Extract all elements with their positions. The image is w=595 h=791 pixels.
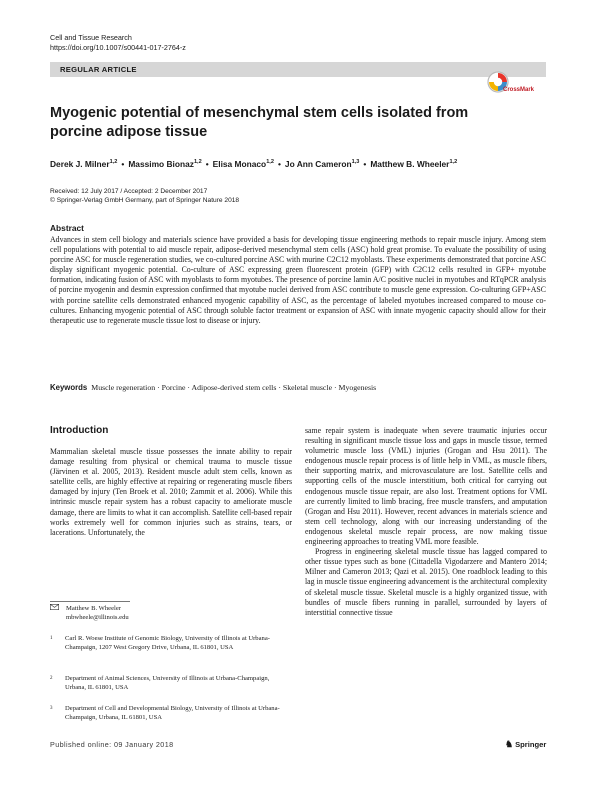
- author-separator: •: [121, 158, 125, 169]
- keywords-label: Keywords: [50, 383, 88, 392]
- correspondence: [50, 604, 292, 622]
- author-affiliation-mark: 1,2: [449, 159, 458, 165]
- keywords-list: Muscle regeneration · Porcine · Adipose-derived stem cells · Skeletal muscle · Myogenesis: [91, 383, 377, 392]
- envelope-icon: [50, 604, 66, 613]
- crossmark-label: CrossMark: [503, 87, 535, 93]
- publication-date: Published online: 09 January 2018: [50, 740, 174, 749]
- crossmark-badge[interactable]: [487, 71, 547, 103]
- footnote-divider: [50, 601, 130, 602]
- author-list: [50, 156, 550, 170]
- received-accepted-dates: Received: 12 July 2017 / Accepted: 2 December 2017: [50, 188, 208, 195]
- affiliation-number: 2: [50, 676, 53, 681]
- author-affiliation-mark: 1,2: [266, 159, 274, 165]
- article-type-banner: REGULAR ARTICLE: [50, 62, 546, 77]
- affiliation-number: 1: [50, 636, 53, 641]
- affiliation-number: 3: [50, 706, 53, 711]
- introduction-column-left: Mammalian skeletal muscle tissue possesses the innate ability to repair damage resulting from physical or chemical trauma to muscle tissue (Järvinen et al. 2005, 2013). Resident muscle adult stem cells, known as satellite cells, are highly effective at repairing or regenerating muscle fibers damaged by injury (Ten Broek et al. 2010; Zammit et al. 2006). While this intrinsic muscle repair system has a robust capacity to ameliorate muscle damage, there are limits to what it can accomplish. Satellite cell-based repair works extremely well for common injuries such as strains, tears, or lacerations. Unfortunately, the: [50, 447, 292, 537]
- author-name[interactable]: Matthew B. Wheeler: [370, 158, 450, 169]
- affiliation: [50, 704, 292, 722]
- author-affiliation-mark: 1,3: [351, 159, 360, 165]
- corresponding-author-name: Matthew B. Wheeler: [66, 605, 121, 612]
- journal-name: Cell and Tissue Research: [50, 33, 132, 42]
- abstract-text: Advances in stem cell biology and materials science have provided a basis for developing tissue engineering methods to repair muscle injury. Among stem cell populations with potential to aid muscle repair, adipose-derived mesenchymal stem cells (ASC) hold great promise. To evaluate the possibility of using porcine ASC for muscle regeneration studies, we co-cultured porcine ASC with murine C2C12 myoblasts. These experiments demonstrated that porcine ASC display significant myogenic potential. Co-culture of ASC expressing green fluorescent protein (GFP) with C2C12 cells resulted in GFP+ myotube formation, indicating fusion of ASC with myoblasts to form myotubes. The presence of porcine lamin A/C positive nuclei in myotubes and RTqPCR analysis of porcine myogenin and desmin expression confirmed that myotube nuclei derived from ASC contribute to muscle gene expression. Co-culturing GFP+ASC with porcine satellite cells demonstrated enhanced myogenic capability of ASC, as the percentage of labeled myotubes increased compared to mouse co-cultures. Enhancing myogenic potential of ASC through soluble factor treatment or expansion of ASC with innate myogenic capacity should allow for their therapeutic use to regenerate muscle tissue lost to disease or injury.: [50, 235, 546, 325]
- publisher-name: Springer: [515, 740, 547, 749]
- author-name[interactable]: Elisa Monaco: [212, 158, 267, 169]
- affiliation: [50, 674, 292, 692]
- affiliation: [50, 634, 292, 652]
- springer-horse-icon: ♞: [505, 739, 514, 749]
- author-name[interactable]: Derek J. Milner: [50, 158, 110, 169]
- paragraph: Progress in engineering skeletal muscle tissue has lagged compared to other tissue types such as bone (Cittadella Vigodarzere and Mantero 2014; Milner and Cameron 2013; Qazi et al. 2015). One roadblock leading to this lag in muscle tissue engineering advancement is the architectural complexity of skeletal muscle tissue. Skeletal muscle is a highly organized tissue, with bundles of muscle fibers running in parallel, surrounded by layers of interstitial connective tissue: [305, 547, 547, 617]
- author-affiliation-mark: 1,2: [109, 159, 118, 165]
- article-title: Myogenic potential of mesenchymal stem cells isolated from porcine adipose tissue: [50, 105, 469, 140]
- introduction-heading: Introduction: [50, 425, 109, 436]
- author-separator: •: [277, 158, 281, 169]
- affiliation-text: Department of Animal Sciences, University of Illinois at Urbana-Champaign, Urbana, IL 61801, USA: [65, 675, 270, 691]
- author-name[interactable]: Massimo Bionaz: [128, 158, 194, 169]
- keywords: [50, 383, 546, 393]
- publisher-logo: [505, 739, 546, 750]
- author-separator: •: [363, 158, 367, 169]
- corresponding-author-email[interactable]: mbwheele@illinois.edu: [66, 614, 129, 621]
- introduction-column-right: [305, 426, 547, 618]
- doi-link[interactable]: https://doi.org/10.1007/s00441-017-2764-z: [50, 43, 186, 52]
- abstract-heading: Abstract: [50, 223, 84, 233]
- paragraph: same repair system is inadequate when severe traumatic injuries occur resulting in significant muscle tissue loss and gaps in muscle tissue, termed volumetric muscle loss (VML) injuries (Grogan and Hsu 2011). The endogenous muscle repair process is of little help in VML, as muscle fibers, their supporting matrix, and microvasculature are lost. Satellite cells and supporting cells of the muscle interstitium, both critical for carrying out endogenous muscle tissue repair, are also lost. Treatment options for VML are currently limited to limb bracing, free muscle transfers, and amputation (Grogan and Hsu 2011). However, recent advances in materials science and stem cell technology, along with our increasing understanding of the endogenous skeletal muscle repair process, are now making tissue engineering approaches to treating VML more feasible.: [305, 426, 547, 547]
- copyright-notice: © Springer-Verlag GmbH Germany, part of Springer Nature 2018: [50, 197, 240, 204]
- affiliation-text: Department of Cell and Developmental Biology, University of Illinois at Urbana-Champaign, Urbana, IL 61801, USA: [65, 705, 280, 721]
- author-affiliation-mark: 1,2: [193, 159, 202, 165]
- affiliation-text: Carl R. Woese Institute of Genomic Biology, University of Illinois at Urbana-Champaign, 1207 West Gregory Drive, Urbana, IL 61801, USA: [65, 635, 270, 651]
- author-separator: •: [205, 158, 209, 169]
- author-name[interactable]: Jo Ann Cameron: [284, 158, 352, 169]
